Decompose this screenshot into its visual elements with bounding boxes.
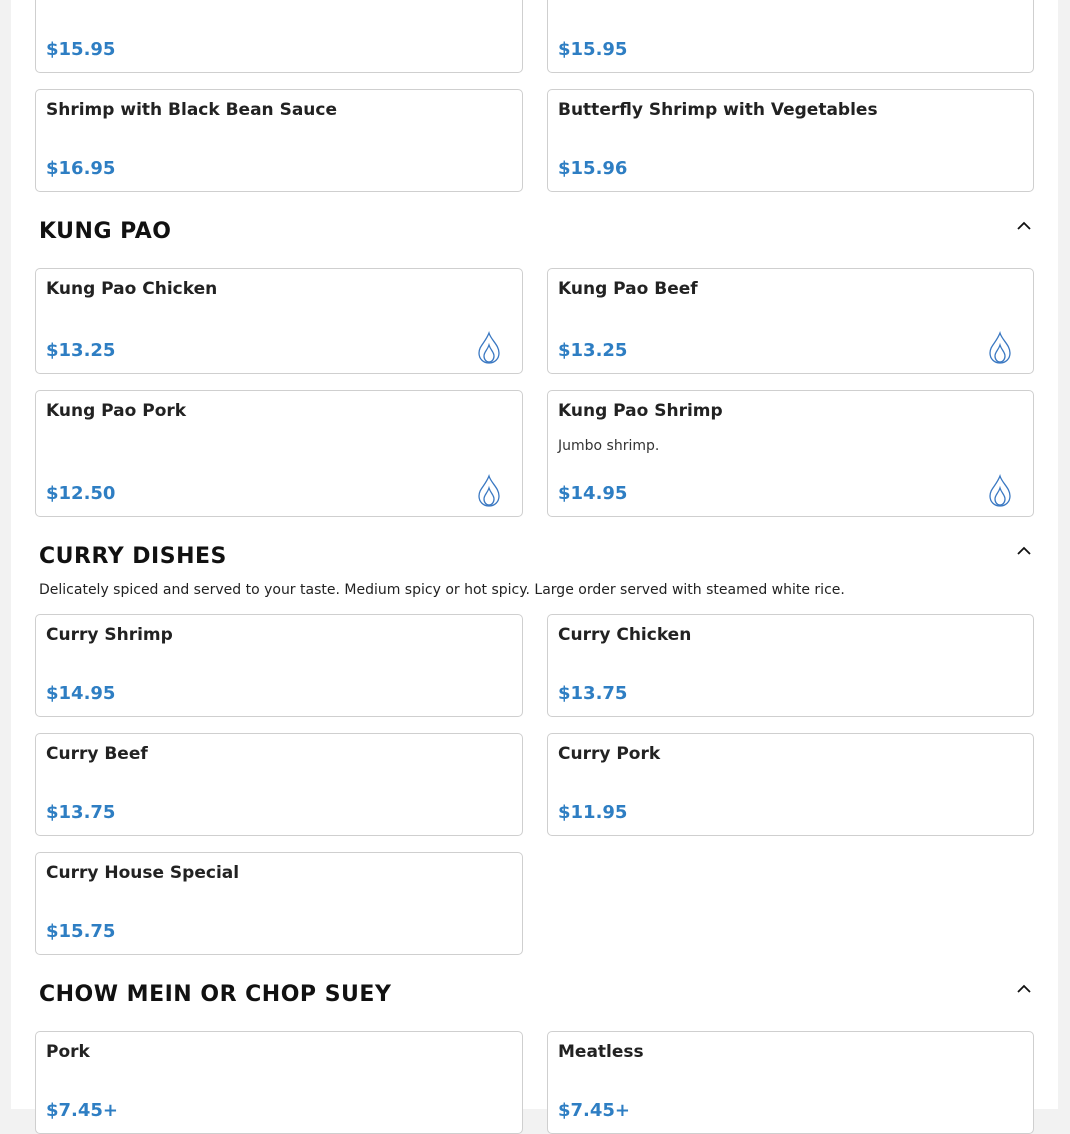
menu-item-card[interactable]: [35, 614, 523, 717]
item-price: $16.95: [46, 158, 116, 179]
item-price: $13.25: [46, 340, 116, 361]
item-name: Curry Beef: [46, 744, 148, 764]
section-title-chow-mein: CHOW MEIN OR CHOP SUEY: [39, 982, 392, 1007]
menu-item-card[interactable]: [547, 614, 1034, 717]
section-title-curry: CURRY DISHES: [39, 544, 227, 569]
item-price: $13.75: [558, 683, 628, 704]
item-name: Shrimp with Black Bean Sauce: [46, 100, 338, 120]
collapse-chevron-icon[interactable]: [1016, 983, 1032, 995]
menu-item-card[interactable]: [547, 1031, 1034, 1134]
item-name: Curry House Special: [46, 863, 240, 883]
menu-panel: [11, 0, 1058, 1121]
collapse-chevron-icon[interactable]: [1016, 220, 1032, 232]
section-title-kung-pao: KUNG PAO: [39, 219, 172, 244]
item-name: Pork: [46, 1042, 90, 1062]
collapse-chevron-icon[interactable]: [1016, 545, 1032, 557]
menu-item-card[interactable]: [35, 89, 523, 192]
item-name: Curry Chicken: [558, 625, 692, 645]
spicy-flame-icon: [476, 331, 502, 365]
item-price: $12.50: [46, 483, 116, 504]
menu-item-card[interactable]: [35, 268, 523, 374]
menu-item-card[interactable]: [35, 1031, 523, 1134]
spicy-flame-icon: [476, 474, 502, 508]
item-price: $15.95: [46, 39, 116, 60]
item-description: Jumbo shrimp.: [558, 438, 660, 454]
item-price: $13.25: [558, 340, 628, 361]
item-name: Curry Shrimp: [46, 625, 173, 645]
item-name: Curry Pork: [558, 744, 661, 764]
item-price: $7.45+: [558, 1100, 631, 1121]
menu-item-card[interactable]: [547, 0, 1034, 73]
item-price: $15.75: [46, 921, 116, 942]
item-name: Kung Pao Pork: [46, 401, 187, 421]
spicy-flame-icon: [987, 331, 1013, 365]
item-price: $11.95: [558, 802, 628, 823]
item-price: $15.96: [558, 158, 628, 179]
item-price: $7.45+: [46, 1100, 119, 1121]
item-name: Butterfly Shrimp with Vegetables: [558, 100, 878, 120]
item-price: $13.75: [46, 802, 116, 823]
menu-item-card[interactable]: [35, 390, 523, 517]
menu-item-card[interactable]: [547, 733, 1034, 836]
item-price: $15.95: [558, 39, 628, 60]
item-price: $14.95: [46, 683, 116, 704]
menu-item-card[interactable]: [547, 390, 1034, 517]
spicy-flame-icon: [987, 474, 1013, 508]
menu-item-card[interactable]: [547, 89, 1034, 192]
menu-item-card[interactable]: [35, 0, 523, 73]
item-name: Kung Pao Shrimp: [558, 401, 723, 421]
menu-item-card[interactable]: [35, 733, 523, 836]
section-description: Delicately spiced and served to your taste. Medium spicy or hot spicy. Large order served with steamed white rice.: [39, 582, 845, 598]
menu-item-card[interactable]: [35, 852, 523, 955]
item-name: Meatless: [558, 1042, 644, 1062]
menu-item-card[interactable]: [547, 268, 1034, 374]
item-name: Kung Pao Chicken: [46, 279, 218, 299]
item-price: $14.95: [558, 483, 628, 504]
item-name: Kung Pao Beef: [558, 279, 698, 299]
